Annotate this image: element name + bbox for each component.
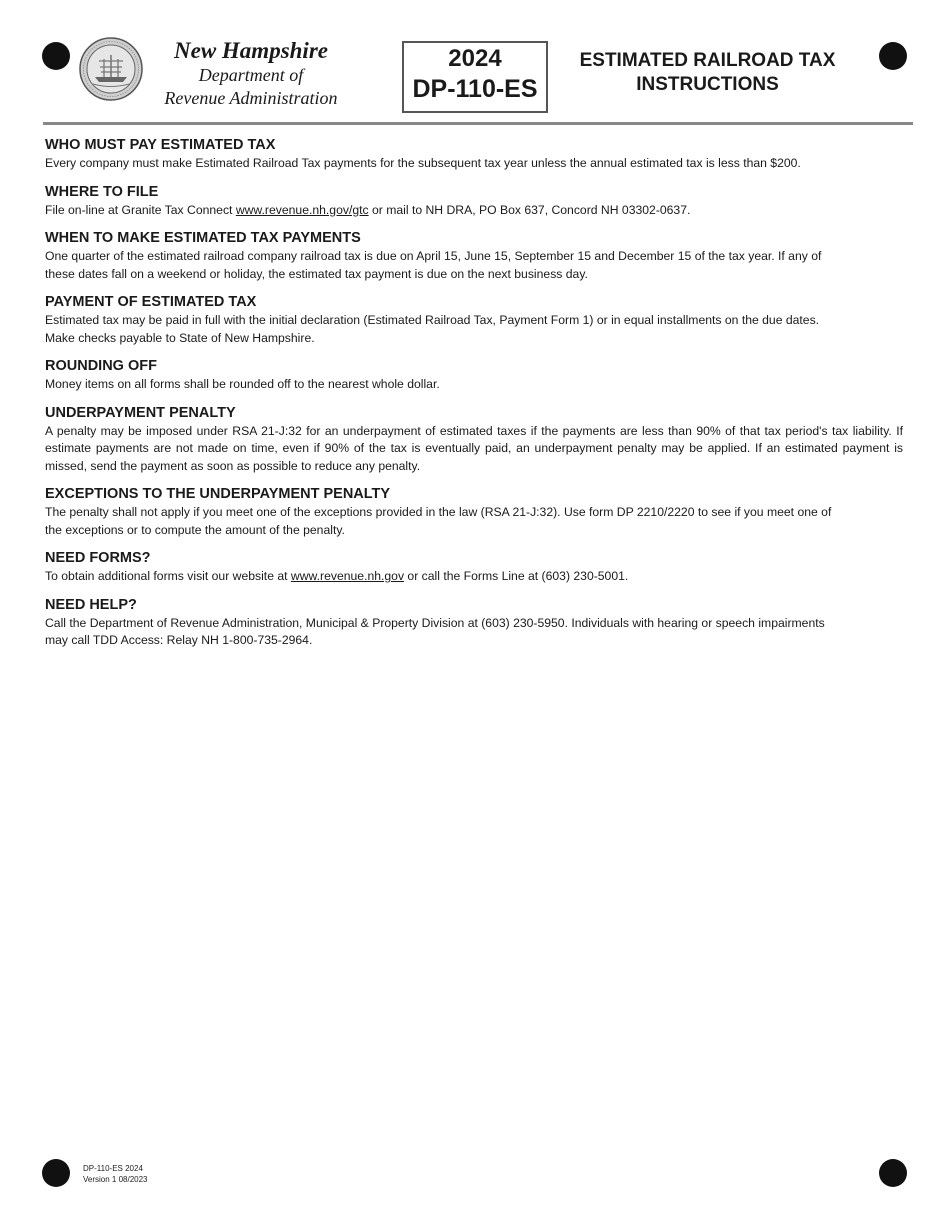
text-line-1: Call the Department of Revenue Administration, Municipal & Property Division at (603) 230-5950. Individuals with hearing or speech impairments <box>45 615 825 630</box>
gtc-link[interactable]: www.revenue.nh.gov/gtc <box>235 202 369 217</box>
form-footer <box>83 1163 148 1185</box>
header-divider <box>43 122 913 125</box>
section-rounding-off <box>45 357 903 394</box>
section-heading: WHERE TO FILE <box>45 183 159 200</box>
form-code: DP-110-ES <box>412 75 538 103</box>
text-before-link: To obtain additional forms visit our website at <box>45 569 291 583</box>
section-heading: UNDERPAYMENT PENALTY <box>45 404 236 421</box>
section-when-to-pay <box>45 229 903 283</box>
instructions-body <box>45 136 903 660</box>
text-line-2: these dates fall on a weekend or holiday, the estimated tax payment is due on the next business day. <box>45 266 588 281</box>
section-underpayment-penalty <box>45 404 903 476</box>
section-heading: NEED HELP? <box>45 596 137 613</box>
section-heading: NEED FORMS? <box>45 550 151 566</box>
section-need-forms <box>45 549 903 586</box>
section-text: Money items on all forms shall be rounded off to the nearest whole dollar. <box>45 377 440 391</box>
department-line-1: Department of <box>198 65 304 85</box>
agency-name <box>140 38 362 110</box>
registration-mark-icon <box>42 1159 70 1187</box>
footer-form-id: DP-110-ES 2024 <box>83 1164 143 1173</box>
section-heading: EXCEPTIONS TO THE UNDERPAYMENT PENALTY <box>45 486 391 502</box>
section-need-help <box>45 596 903 650</box>
website-link[interactable]: www.revenue.nh.gov <box>290 569 405 583</box>
form-id-box <box>402 41 548 113</box>
section-text <box>45 248 903 283</box>
state-seal-icon <box>79 37 143 101</box>
department-line-2: Revenue Administration <box>164 88 338 108</box>
registration-mark-icon <box>42 42 70 70</box>
text-after-link: or call the Forms Line at (603) 230-5001. <box>404 569 629 583</box>
form-year: 2024 <box>448 45 502 72</box>
page-title-line-1: ESTIMATED RAILROAD TAX <box>579 50 836 71</box>
section-heading: WHO MUST PAY ESTIMATED TAX <box>45 137 276 153</box>
text-line-2: may call TDD Access: Relay NH 1-800-735-2964. <box>45 633 313 647</box>
section-text <box>45 615 903 650</box>
section-text <box>45 504 903 539</box>
registration-mark-icon <box>879 42 907 70</box>
text-line-1: One quarter of the estimated railroad company railroad tax is due on April 15, June 15, September 15 and December 15 of the tax year. If any of <box>45 249 822 263</box>
text-line-2: the exceptions or to compute the amount of the penalty. <box>45 522 345 537</box>
section-text <box>45 312 903 347</box>
text-line-1: Estimated tax may be paid in full with the initial declaration (Estimated Railroad Tax, Payment Form 1) or in equal installments on the due dates. <box>45 313 820 327</box>
section-text <box>45 202 903 220</box>
text-after-link: or mail to NH DRA, PO Box 637, Concord NH 03302-0637. <box>368 202 691 217</box>
section-text <box>45 568 903 586</box>
section-penalty-exceptions <box>45 485 903 539</box>
footer-version: Version 1 08/2023 <box>83 1175 148 1184</box>
section-who-must-pay <box>45 136 903 173</box>
page-title <box>560 49 855 97</box>
section-text: Every company must make Estimated Railroad Tax payments for the subsequent tax year unless the annual estimated tax is less than $200. <box>45 156 801 170</box>
registration-mark-icon <box>879 1159 907 1187</box>
section-heading: PAYMENT OF ESTIMATED TAX <box>45 294 257 310</box>
text-line-2: Make checks payable to State of New Hampshire. <box>45 330 315 345</box>
section-where-to-file <box>45 183 903 220</box>
text-before-link: File on-line at Granite Tax Connect <box>45 202 236 217</box>
text-line-1: The penalty shall not apply if you meet one of the exceptions provided in the law (RSA 21-J:32). Use form DP 2210/2220 to see if you meet one of <box>45 505 832 519</box>
section-payment <box>45 293 903 347</box>
section-text: A penalty may be imposed under RSA 21-J:32 for an underpayment of estimated taxes if the payments are less than 90% of that tax period's tax liability. If estimate payments are not made on time, even if 90% of the tax is eventually paid, an underpayment penalty may be applied. If an estimated payment is missed, send the payment as soon as possible to reduce any penalty. <box>45 423 903 473</box>
state-name: New Hampshire <box>174 38 328 63</box>
page-title-line-2: INSTRUCTIONS <box>636 74 779 95</box>
section-heading: ROUNDING OFF <box>45 358 157 374</box>
section-heading: WHEN TO MAKE ESTIMATED TAX PAYMENTS <box>45 230 361 246</box>
